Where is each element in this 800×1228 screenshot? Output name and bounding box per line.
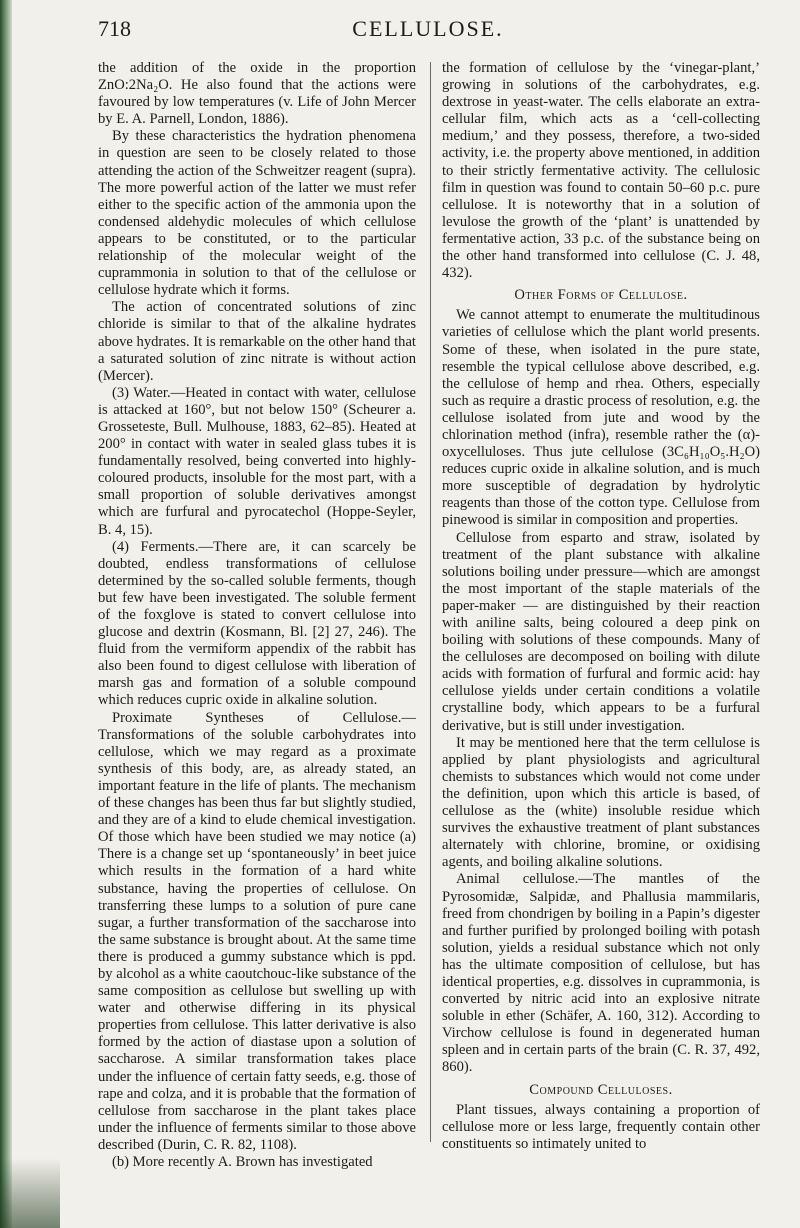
paragraph-ferments: (4) Ferments.—There are, it can scarcely be doubted, endless transformations of cellulose determined by the so-called soluble ferments, though but few have been investigated. The soluble ferment of the foxglove is stated to convert cellulose into glucose and dextrin (Kosmann, Bl. [2] 27, 246). The fluid from the vermiform appendix of the rabbit has also been found to digest cellulose with liberation of marsh gas and formation of a soluble compound which reduces cupric oxide in alkaline solution. — [98, 538, 416, 709]
page-shadow — [0, 1158, 60, 1228]
paragraph-water: (3) Water.—Heated in contact with water, cellulose is attacked at 160°, but not below 150° (Scheurer a. Grosseteste, Bull. Mulhouse, 1883, 62–85). Heated at 200° in contact with water in sealed glass tubes it is fundamentally resolved, being converted into highly-coloured products, insoluble for the most part, with a small proportion of soluble derivatives amongst which are furfural and pyrocatechol (Hoppe-Seyler, B. 4, 15). — [98, 384, 416, 538]
left-column — [98, 60, 416, 1171]
paragraph: the formation of cellulose by the ‘vinegar-plant,’ growing in solutions of the carbohydrates, e.g. dextrose in yeast-water. The cells elaborate an extra-cellular film, which acts as a ‘cell-collecting medium,’ and they possess, therefore, a two-sided activity, i.e. the property above mentioned, in addition to their strictly fermentative activity. The cellulosic film in question was found to contain 50–60 p.c. pure cellulose. It is noteworthy that in a solution of levulose the growth of the ‘plant’ is unattended by fermentative action, 33 p.c. of the substance being on the other hand transformed into cellulose (C. J. 48, 432). — [442, 60, 760, 282]
page-number: 718 — [98, 16, 131, 41]
running-title: CELLULOSE. — [352, 16, 504, 41]
paragraph-proximate-syntheses: Proximate Syntheses of Cellulose.—Transformations of the soluble carbohydrates into cellulose, which we may regard as a proximate synthesis of this body, are, as already stated, an important feature in the life of plants. The mechanism of these changes has been thus far but slightly studied, and they are of a kind to elude chemical investigation. Of those which have been studied we may notice (a) There is a change set up ‘spontaneously’ in beet juice which results in the formation of a hard white substance, having the properties of cellulose. On transferring these lumps to a solution of pure cane sugar, a further transformation of the saccharose into the same substance is brought about. At the same time there is produced a gummy substance which is ppd. by alcohol as a white caoutchouc-like substance of the same composition as cellulose but swelling up with water and otherwise differing in its physical properties from cellulose. This latter derivative is also formed by the action of diastase upon a solution of saccharose. A similar transformation takes place under the influence of certain fatty seeds, e.g. those of rape and colza, and it is probable that the formation of cellulose from saccharose in the plant takes place under the influence of ferments similar to those above described (Durin, C. R. 82, 1108). — [98, 709, 416, 1153]
section-heading-compound-celluloses: Compound Celluloses. — [529, 1081, 673, 1098]
paragraph: the addition of the oxide in the proportion ZnO:2Na₂O. He also found that the actions were favoured by low temperatures (v. Life of John Mercer by E. A. Parnell, London, 1886). — [98, 60, 416, 128]
paragraph-animal-cellulose: Animal cellulose.—The mantles of the Pyrosomidæ, Salpidæ, and Phallusia mammilaris, freed from chondrigen by boiling in a Papin’s digester and further purified by prolonged boiling with potash solution, yields a residual substance which not only has the ultimate composition of cellulose, but has identical properties, e.g. dissolves in cuprammonia, is converted by nitric acid into an explosive nitrate soluble in ether (Schäfer, A. 160, 312). According to Virchow cellulose is found in degenerated human spleen and in certain parts of the brain (C. R. 37, 492, 860). — [442, 871, 760, 1076]
paragraph: By these characteristics the hydration phenomena in question are seen to be closely related to those attending the action of the Schweitzer reagent (supra). The more powerful action of the latter we must refer either to the specific action of the ammonia upon the condensed aldehydic molecules of which cellulose appears to be constituted, or to the particular relationship of the molecular weight of the cuprammonia in solution to that of the cellulose or cellulose hydrate which it forms. — [98, 128, 416, 299]
paragraph: Cellulose from esparto and straw, isolated by treatment of the plant substance with alkaline solutions boiling under pressure—which are amongst the most important of the staple materials of the paper-maker — are distinguished by their reaction with aniline salts, being coloured a deep pink on boiling with solutions of these compounds. Many of the celluloses are decomposed on boiling with dilute acids with formation of furfural and formic acid: hay cellulose yields under certain conditions a volatile crystalline body, which appears to be a furfural derivative, but is still under investigation. — [442, 529, 760, 734]
column-divider — [430, 62, 431, 1142]
page-header — [98, 16, 758, 46]
right-column — [442, 60, 760, 1153]
binding-edge — [0, 0, 12, 1228]
paragraph: It may be mentioned here that the term cellulose is applied by plant physiologists and agricultural chemists to substances which would not come under the definition, upon which this article is based, of cellulose as the (white) insoluble residue which survives the exhaustive treatment of plant substances alternately with chlorine, bromine, or oxidising agents, and boiling alkaline solutions. — [442, 734, 760, 871]
paragraph: Plant tissues, always containing a proportion of cellulose more or less large, frequently contain other constituents so intimately united to — [442, 1101, 760, 1152]
paragraph: (b) More recently A. Brown has investigated — [112, 1154, 373, 1170]
paragraph: We cannot attempt to enumerate the multitudinous varieties of cellulose which the plant world presents. Some of these, when isolated in the pure state, resemble the typical cellulose above described, e.g. the cellulose of hemp and rhea. Others, especially such as require a drastic process of resolution, e.g. the cellulose isolated from jute and wood by the chlorination method (infra), resemble rather the (α)-oxycelluloses. Thus jute cellulose (3C₆H₁₀O₅.H₂O) reduces cupric oxide in alkaline solution, and is much more susceptible of degradation by hydrolytic reagents than those of the cotton type. Cellulose from pinewood is similar in composition and properties. — [442, 307, 760, 529]
section-heading-other-forms: Other Forms of Cellulose. — [514, 287, 688, 304]
paragraph: The action of concentrated solutions of zinc chloride is similar to that of the alkaline hydrates above hydrates. It is remarkable on the other hand that a saturated solution of zinc nitrate is without action (Mercer). — [98, 299, 416, 384]
